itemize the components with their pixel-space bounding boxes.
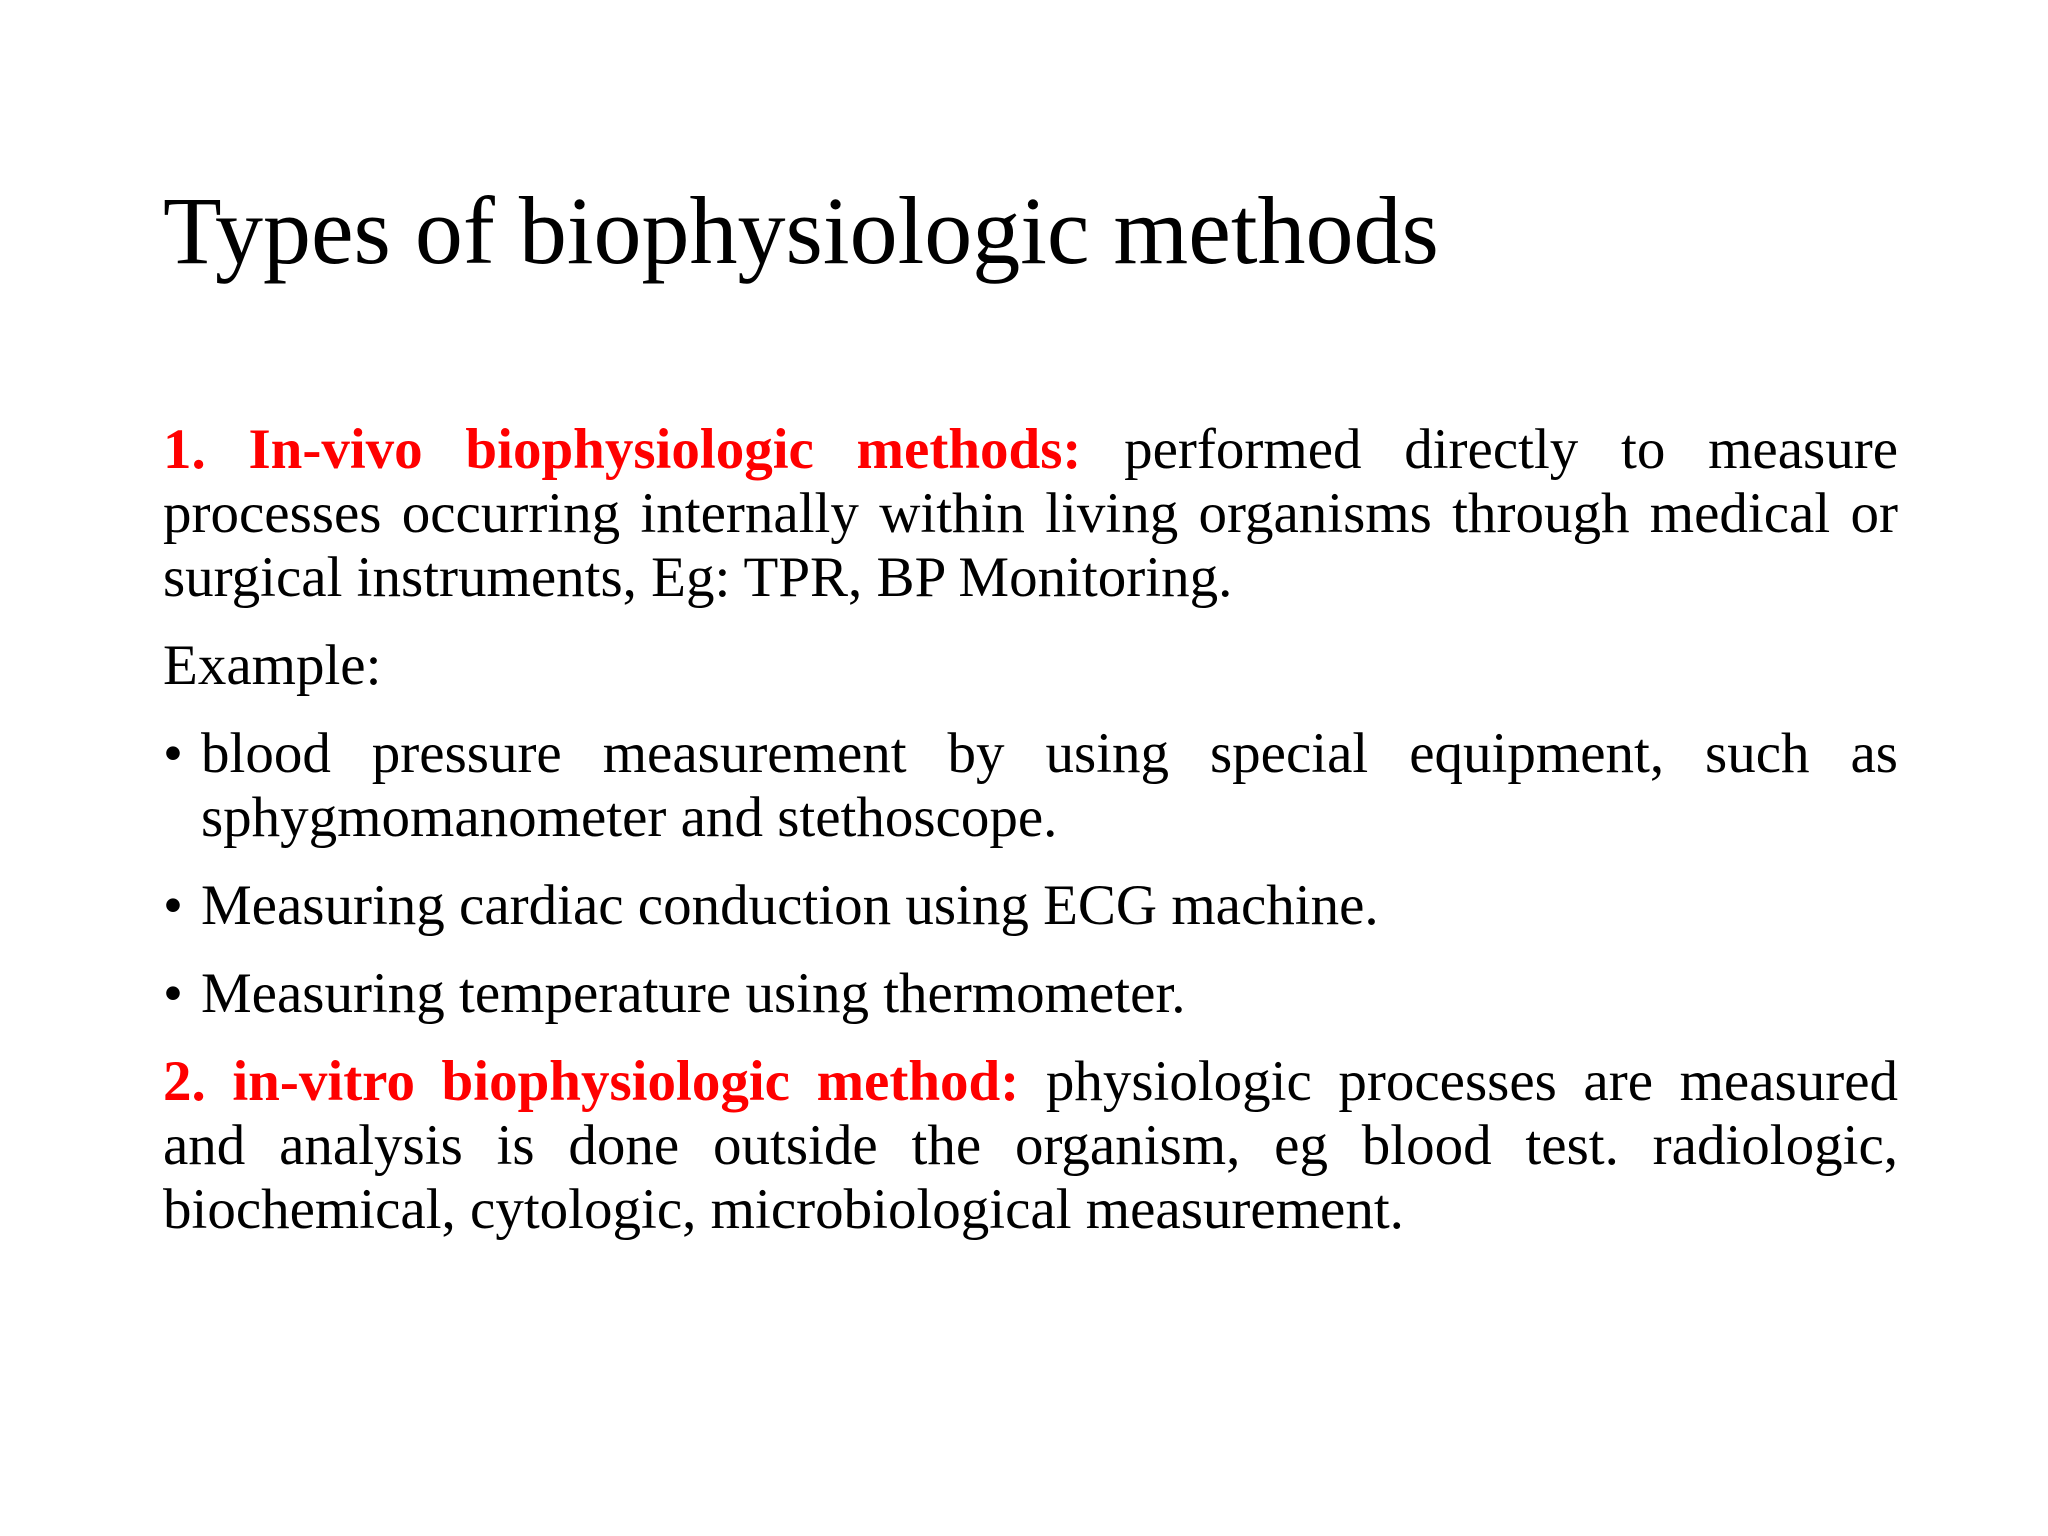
list-item [163,722,1898,850]
list-item-text: Measuring temperature using thermometer. [201,962,1186,1025]
section-in-vivo-text: performed directly to measure processes occurring internally within living organisms through medical or surgical instruments, Eg: TPR, BP Monitoring. [163,418,1898,609]
list-item-text: Measuring cardiac conduction using ECG machine. [201,874,1379,937]
example-label: Example: [163,634,382,697]
bullet-icon: • [163,962,183,1025]
section-in-vivo [163,418,1898,610]
section-in-vivo-heading: 1. In-vivo biophysiologic methods: [163,418,1082,481]
list-item [163,874,1898,938]
bullet-icon: • [163,874,183,937]
bullet-icon: • [163,722,183,785]
slide-content [163,418,1898,1242]
list-item-text: blood pressure measurement by using special equipment, such as sphygmomanometer and stethoscope. [201,722,1898,849]
list-item [163,962,1898,1026]
example-list [163,722,1898,1026]
section-in-vitro-text: physiologic processes are measured and analysis is done outside the organism, eg blood test. radiologic, biochemical, cytologic, microbiological measurement. [163,1050,1898,1241]
section-in-vitro-heading: 2. in-vitro biophysiologic method: [163,1050,1020,1113]
slide-title: Types of biophysiologic methods [163,177,1439,284]
section-in-vitro [163,1050,1898,1242]
